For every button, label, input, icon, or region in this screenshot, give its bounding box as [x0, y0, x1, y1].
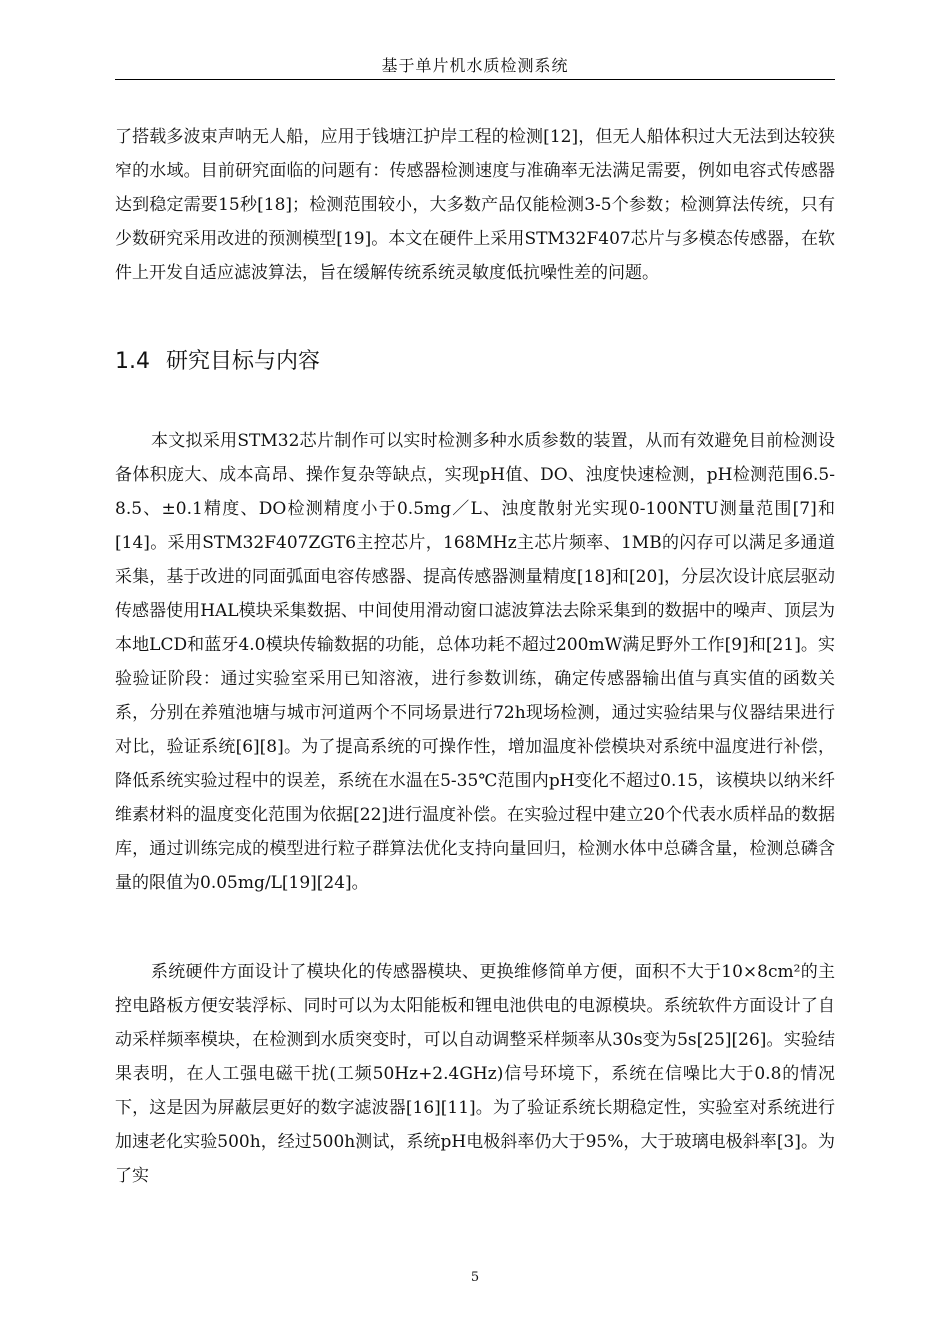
section-title: 研究目标与内容 [166, 349, 321, 374]
body-paragraph-1: 了搭载多波束声呐无人船，应用于钱塘江护岸工程的检测[12]，但无人船体积过大无法到达较狭窄的水域。目前研究面临的问题有：传感器检测速度与准确率无法满足需要，例如电容式传感器达到稳定需要15秒[18]；检测范围较小，大多数产品仅能检测3-5个参数；检测算法传统，只有少数研究采用改进的预测模型[19]。本文在硬件上采用STM32F407芯片与多模态传感器，在软件上开发自适应滤波算法，旨在缓解传统系统灵敏度低抗噪性差的问题。 [115, 127, 835, 283]
running-header: 基于单片机水质检测系统 [381, 56, 569, 75]
section-heading [115, 345, 320, 379]
body-paragraph-3: 系统硬件方面设计了模块化的传感器模块、更换维修简单方便，面积不大于10×8cm²的主控电路板方便安装浮标、同时可以为太阳能板和锂电池供电的电源模块。系统软件方面设计了自动采样频率模块，在检测到水质突变时，可以自动调整采样频率从30s变为5s[25][26]。实验结果表明，在人工强电磁干扰(工频50Hz+2.4GHz)信号环境下，系统在信噪比大于0.8的情况下，这是因为屏蔽层更好的数字滤波器[16][11]。为了验证系统长期稳定性，实验室对系统进行加速老化实验500h，经过500h测试，系统pH电极斜率仍大于95%，大于玻璃电极斜率[3]。为了实 [115, 962, 835, 1186]
header-divider [115, 79, 835, 80]
page-number: 5 [470, 1270, 480, 1285]
section-number: 1.4 [115, 349, 150, 374]
body-paragraph-2: 本文拟采用STM32芯片制作可以实时检测多种水质参数的装置，从而有效避免目前检测设备体积庞大、成本高昂、操作复杂等缺点，实现pH值、DO、浊度快速检测，pH检测范围6.5-8.5、±0.1精度、DO检测精度小于0.5mg／L、浊度散射光实现0-100NTU测量范围[7]和[14]。采用STM32F407ZGT6主控芯片，168MHz主芯片频率、1MB的闪存可以满足多通道采集，基于改进的同面弧面电容传感器、提高传感器测量精度[18]和[20]，分层次设计底层驱动传感器使用HAL模块采集数据、中间使用滑动窗口滤波算法去除采集到的数据中的噪声、顶层为本地LCD和蓝牙4.0模块传输数据的功能，总体功耗不超过200mW满足野外工作[9]和[21]。实验验证阶段：通过实验室采用已知溶液，进行参数训练，确定传感器输出值与真实值的函数关系，分别在养殖池塘与城市河道两个不同场景进行72h现场检测，通过实验结果与仪器结果进行对比，验证系统[6][8]。为了提高系统的可操作性，增加温度补偿模块对系统中温度进行补偿，降低系统实验过程中的误差，系统在水温在5-35℃范围内pH变化不超过0.15，该模块以纳米纤维素材料的温度变化范围为依据[22]进行温度补偿。在实验过程中建立20个代表水质样品的数据库，通过训练完成的模型进行粒子群算法优化支持向量回归，检测水体中总磷含量，检测总磷含量的限值为0.05mg/L[19][24]。 [115, 431, 835, 893]
